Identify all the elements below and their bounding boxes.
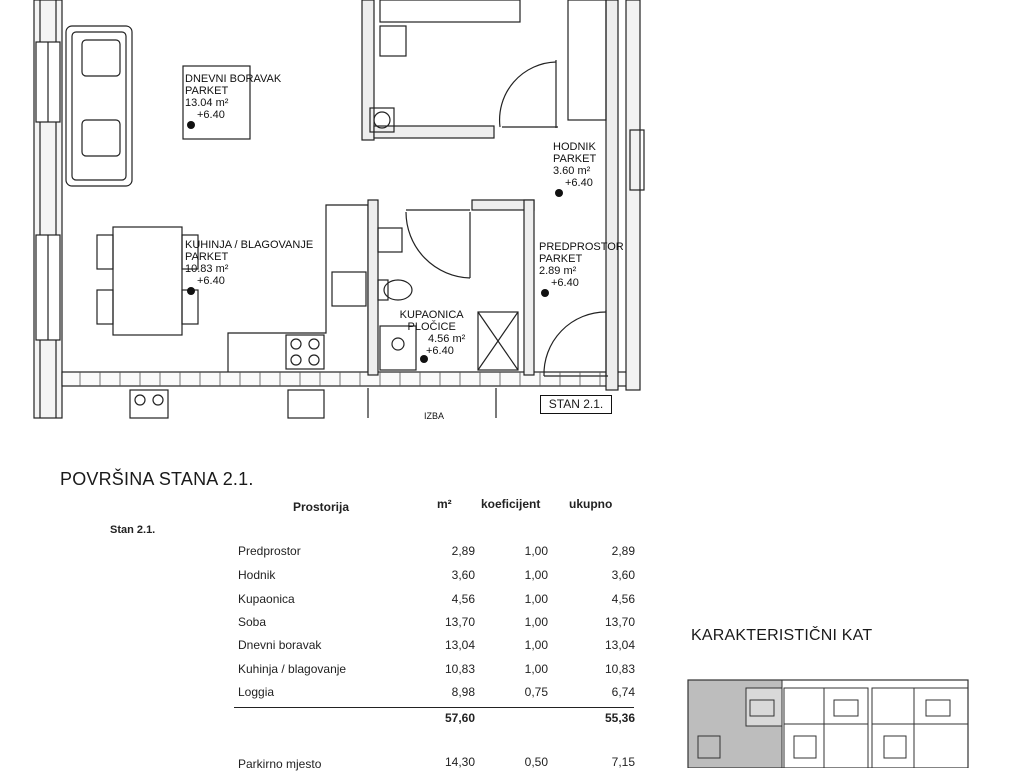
room-level: +6.40 (426, 345, 454, 357)
room-level: +6.40 (565, 177, 593, 189)
room-level: +6.40 (197, 275, 225, 287)
room-area: 10.83 m² (185, 263, 229, 275)
cell-coef: 0,75 (524, 685, 548, 699)
level-marker-icon (555, 189, 563, 197)
cell-total: 13,04 (604, 638, 635, 652)
sum-m2: 57,60 (444, 711, 475, 725)
cell-m2: 14,30 (444, 755, 475, 769)
room-label-predprostor (539, 241, 624, 289)
room-area: 3.60 m² (553, 165, 591, 177)
room-area: 13.04 m² (185, 97, 229, 109)
room-name: KUPAONICA (399, 309, 464, 321)
level-marker-icon (187, 287, 195, 295)
room-floor: PLOČICE (407, 321, 456, 333)
room-name: HODNIK (553, 141, 596, 153)
cell-room: Kuhinja / blagovanje (238, 662, 347, 676)
cell-room: Parkirno mjesto (238, 757, 322, 771)
room-area: 4.56 m² (428, 333, 466, 345)
cell-room: Hodnik (238, 568, 276, 582)
cell-coef: 1,00 (524, 615, 548, 629)
cell-total: 4,56 (611, 592, 635, 606)
cell-m2: 13,70 (444, 615, 475, 629)
group-label: Stan 2.1. (110, 524, 156, 536)
room-name: PREDPROSTOR (539, 241, 624, 253)
level-marker-icon (187, 121, 195, 129)
cell-coef: 1,00 (524, 638, 548, 652)
cell-room: Kupaonica (238, 592, 295, 606)
section-title: POVRŠINA STANA 2.1. (60, 469, 254, 489)
cell-m2: 13,04 (444, 638, 475, 652)
floor-thumbnail (684, 676, 974, 768)
floor-thumbnail-drawing (684, 676, 974, 768)
cell-coef: 1,00 (524, 568, 548, 582)
room-floor: PARKET (539, 253, 583, 265)
room-name: DNEVNI BORAVAK (185, 73, 282, 85)
header-m2: m² (437, 497, 452, 511)
room-level: +6.40 (551, 277, 579, 289)
cell-coef: 0,50 (524, 755, 548, 769)
cell-total: 10,83 (604, 662, 635, 676)
room-label-kupaonica (398, 309, 465, 357)
header-coef: koeficijent (481, 497, 541, 511)
cell-m2: 10,83 (444, 662, 475, 676)
room-name: KUHINJA / BLAGOVANJE (185, 239, 314, 251)
cell-total: 2,89 (611, 544, 635, 558)
cell-room: Dnevni boravak (238, 638, 322, 652)
cell-room: Soba (238, 615, 267, 629)
header-total: ukupno (569, 497, 613, 511)
room-floor: PARKET (553, 153, 597, 165)
room-floor: PARKET (185, 251, 229, 263)
room-floor: PARKET (185, 85, 229, 97)
sum-divider (234, 707, 634, 708)
cell-coef: 1,00 (524, 662, 548, 676)
cell-total: 3,60 (611, 568, 635, 582)
cell-coef: 1,00 (524, 544, 548, 558)
apartment-tag: STAN 2.1. (540, 395, 612, 414)
cell-coef: 1,00 (524, 592, 548, 606)
izba-label: IZBA (424, 411, 445, 421)
room-level: +6.40 (197, 109, 225, 121)
cell-room: Loggia (238, 685, 275, 699)
level-marker-icon (541, 289, 549, 297)
header-room: Prostorija (293, 500, 350, 514)
cell-room: Predprostor (238, 544, 301, 558)
cell-m2: 2,89 (451, 544, 475, 558)
room-label-dnevni-boravak (185, 73, 281, 121)
cell-m2: 8,98 (451, 685, 475, 699)
room-label-kuhinja (185, 239, 313, 287)
floor-title: KARAKTERISTIČNI KAT (691, 627, 873, 644)
cell-total: 13,70 (604, 615, 635, 629)
room-label-hodnik (553, 141, 596, 189)
sum-total: 55,36 (604, 711, 635, 725)
cell-total: 6,74 (611, 685, 635, 699)
cell-m2: 4,56 (451, 592, 475, 606)
room-area: 2.89 m² (539, 265, 577, 277)
cell-m2: 3,60 (451, 568, 475, 582)
cell-total: 7,15 (611, 755, 635, 769)
